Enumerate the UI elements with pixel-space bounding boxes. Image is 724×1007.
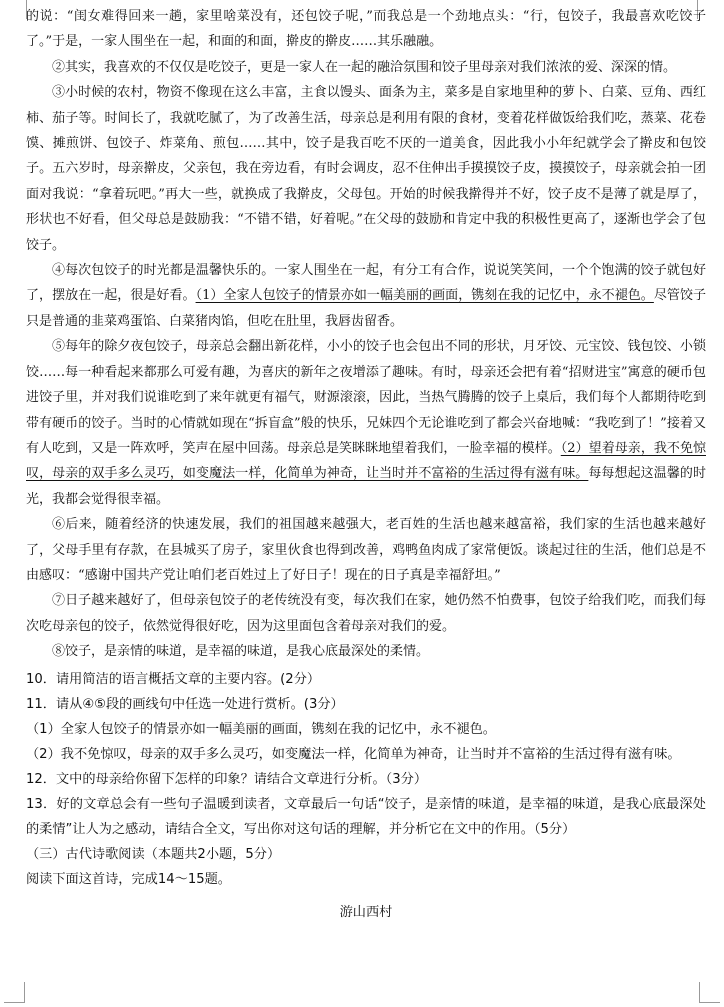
corner-mark-bottom-left bbox=[4, 982, 25, 1003]
underlined-sentence-2: （2）望着母亲，我不免惊叹，母亲的双手多么灵巧，如变魔法一样，化简单为神奇，让当时并不富裕的生活过得有滋有味。 bbox=[26, 440, 706, 482]
question-13: 13．好的文章总会有一些句子温暖到读者，文章最后一句话“饺子，是亲情的味道，是幸福的味道，是我心底最深处的柔情”让人为之感动，请结合全文，写出你对这句话的理解，并分析它在文中的作用。（5分） bbox=[26, 796, 706, 837]
question-12: 12．文中的母亲给你留下怎样的印象？请结合文章进行分析。（3分） bbox=[26, 771, 428, 787]
question-11-option-1: （1）全家人包饺子的情景亦如一幅美丽的画面，镌刻在我的记忆中，永不褪色。 bbox=[26, 721, 496, 737]
document-page bbox=[26, 4, 706, 925]
question-11: 11．请从④⑤段的画线句中任选一处进行赏析。(3分） bbox=[26, 696, 344, 712]
paragraph-4-text-b: 尽管饺子只是普通的韭菜鸡蛋馅、白菜猪肉馅，但吃在肚里，我唇齿留香。 bbox=[26, 288, 706, 329]
poem-title: 游山西村 bbox=[339, 904, 393, 920]
paragraph-4-text-a: ④每次包饺子的时光都是温馨快乐的。一家人围坐在一起，有分工有合作，说说笑笑间，一个个饱满的饺子就包好了，摆放在一起，很是好看。 bbox=[26, 263, 706, 304]
question-10: 10．请用简洁的语言概括文章的主要内容。(2分） bbox=[26, 671, 321, 687]
paragraph-5-text-b: 每每想起这温馨的时光，我都会觉得很幸福。 bbox=[26, 466, 706, 507]
paragraph-6: ⑥后来，随着经济的快速发展，我们的祖国越来越强大，老百姓的生活也越来越富裕，我们家的生活也越来越好了，父母手里有存款，在县城买了房子，家里伙食也得到改善，鸡鸭鱼肉成了家常便饭。谈起过往的生活，他们总是不由感叹：“感谢中国共产党让咱们老百姓过上了好日子！现在的日子真是幸福舒坦。” bbox=[26, 517, 706, 583]
corner-mark-top-left bbox=[6, 0, 27, 19]
section-heading-3: （三）古代诗歌阅读（本题共2小题，5分） bbox=[26, 846, 281, 862]
paragraph-continued: 的说：“闺女难得回来一趟，家里啥菜没有，还包饺子呢，”而我总是一个劲地点头：“行，包饺子，我最喜欢吃饺子了。”于是，一家人围坐在一起，和面的和面，擀皮的擀皮……其乐融融。 bbox=[26, 9, 706, 50]
paragraph-4 bbox=[26, 258, 706, 334]
paragraph-7: ⑦日子越来越好了，但母亲包饺子的老传统没有变，每次我们在家，她仍然不怕费事，包饺子给我们吃，而我们每次吃母亲包的饺子，依然觉得很好吃，因为这里面包含着母亲对我们的爱。 bbox=[26, 593, 706, 634]
paragraph-8: ⑧饺子，是亲情的味道，是幸福的味道，是我心底最深处的柔情。 bbox=[52, 644, 430, 660]
underlined-sentence-1: （1）全家人包饺子的情景亦如一幅美丽的画面，镌刻在我的记忆中，永不褪色。 bbox=[195, 288, 654, 304]
paragraph-5-text-a: ⑤每年的除夕夜包饺子，母亲总会翻出新花样，小小的饺子也会包出不同的形状，月牙饺、元宝饺、钱包饺、小锁饺……每一种看起来都那么可爱有趣，为喜庆的新年之夜增添了趣味。有时，母亲还会把有着“招财进宝”寓意的硬币包进饺子里，并对我们说谁吃到了来年就更有福气，财源滚滚，因此，当热气腾腾的饺子上桌后，我们每个人都期待吃到带有硬币的饺子。当时的心情就如现在“拆盲盒”般的快乐，兄妹四个无论谁吃到了都会兴奋地喊：“我吃到了！”接着又有人吃到，又是一阵欢呼，笑声在屋中回荡。母亲总是笑眯眯地望着我们，一脸幸福的模样。 bbox=[26, 339, 706, 456]
question-11-option-2: （2）我不免惊叹，母亲的双手多么灵巧，如变魔法一样，化简单为神奇，让当时并不富裕的生活过得有滋有味。 bbox=[26, 746, 681, 762]
paragraph-2: ②其实，我喜欢的不仅仅是吃饺子，更是一家人在一起的融洽氛围和饺子里母亲对我们浓浓的爱、深深的情。 bbox=[52, 59, 677, 75]
reading-instruction: 阅读下面这首诗，完成14～15题。 bbox=[26, 871, 231, 887]
paragraph-5 bbox=[26, 334, 706, 512]
paragraph-3: ③小时候的农村，物资不像现在这么丰富，主食以馒头、面条为主，菜多是自家地里种的萝卜、白菜、豆角、西红柿、茄子等。时间长了，我就吃腻了，为了改善生活，母亲总是利用有限的食材，变着花样做饭给我们吃，蒸菜、花卷馍、摊煎饼、包饺子、炸菜角、煎包……其中，饺子是我百吃不厌的一道美食，因此我小小年纪就学会了擀皮和包饺子。五六岁时，母亲擀皮，父亲包，我在旁边看，有时会调皮，忍不住伸出手摸摸饺子皮，摸摸饺子，母亲就会拍一团面对我说：“拿着玩吧。”再大一些，就换成了我擀皮，父母包。开始的时候我擀得并不好，饺子皮不是薄了就是厚了，形状也不好看，但父母总是鼓励我：“不错不错，好着呢。”在父母的鼓励和肯定中我的积极性更高了，逐渐也学会了包饺子。 bbox=[26, 85, 706, 253]
corner-mark-bottom-right bbox=[699, 982, 720, 1003]
